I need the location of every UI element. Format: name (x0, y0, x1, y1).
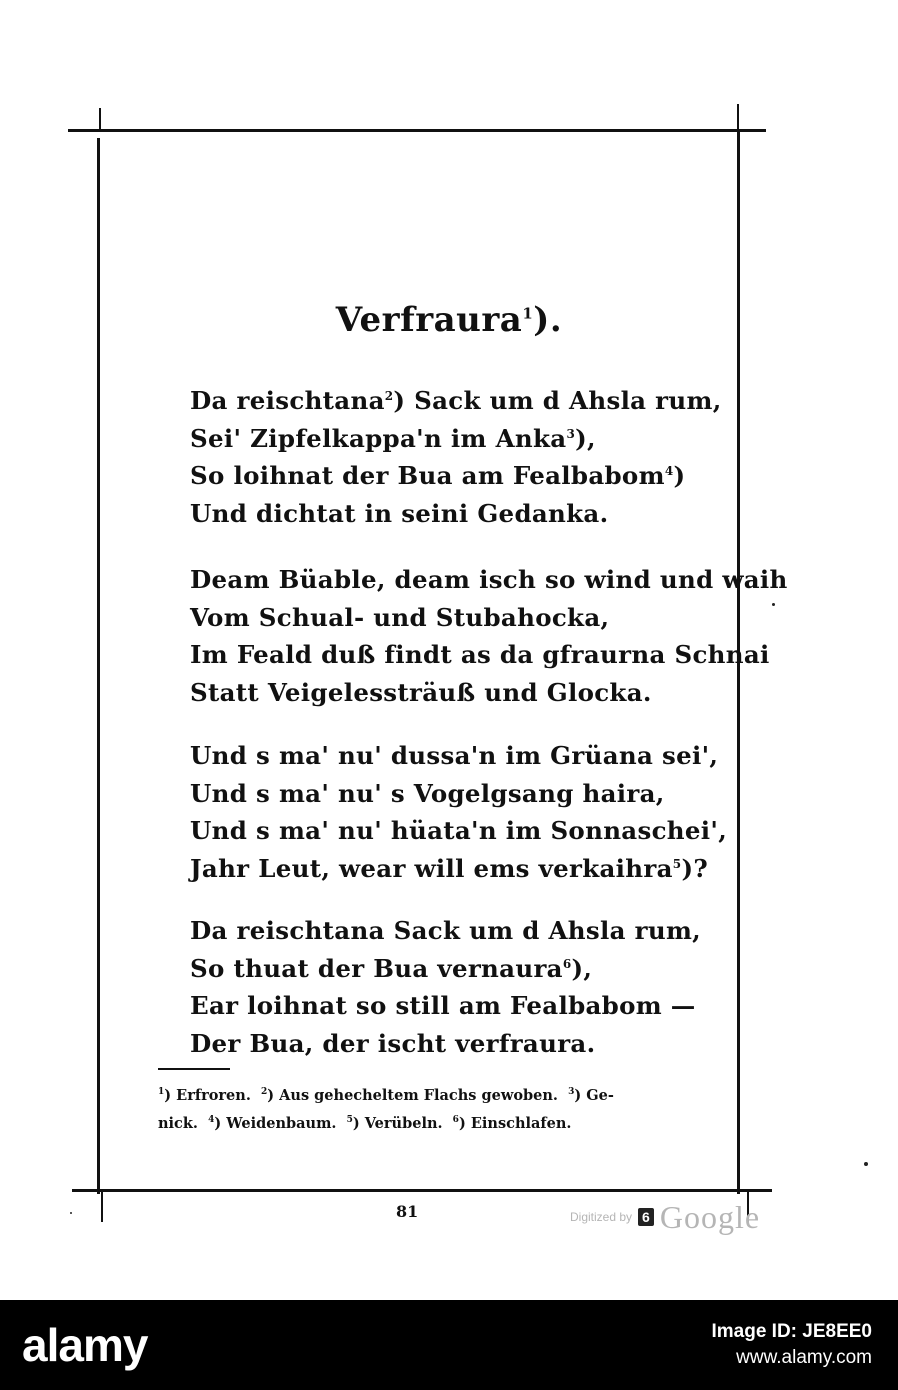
verse-line: Jahr Leut, wear will ems verkaihra$^5$)? (190, 853, 708, 883)
footnotes (158, 1080, 638, 1136)
verse-line: Da reischtana$^2$) Sack um d Ahsla rum, (190, 386, 722, 416)
page-number: 81 (396, 1202, 419, 1221)
digitized-label: Digitized by (570, 1210, 633, 1224)
verse-line: Und s ma' nu' hüata'n im Sonnaschei', (190, 816, 728, 846)
digitized-badge: 6 (638, 1208, 654, 1226)
stanza-1 (190, 378, 722, 528)
footnote-line-1: $^1$) Erfroren. $^2$) Aus gehecheltem Flachs gewoben. $^3$) Ge- (158, 1086, 614, 1104)
google-logo: Google (659, 1198, 761, 1235)
scan-speck (70, 1212, 72, 1214)
verse-line: Und s ma' nu' s Vogelgsang haira, (190, 778, 665, 808)
poem-title: Verfraura$^1$). (335, 300, 563, 340)
top-rule (68, 129, 766, 132)
verse-line: Und s ma' nu' dussa'n im Grüana sei', (190, 741, 719, 771)
stanza-4 (190, 908, 701, 1058)
verse-line: Da reischtana Sack um d Ahsla rum, (190, 916, 702, 946)
stock-footer (0, 1300, 898, 1390)
image-id: Image ID: JE8EE0 (711, 1321, 872, 1342)
left-tick-bottom (101, 1192, 103, 1222)
verse-line: So loihnat der Bua am Fealbabom$^4$) (190, 461, 686, 491)
verse-line: Ear loihnat so still am Fealbabom — (190, 991, 696, 1021)
stock-url[interactable]: www.alamy.com (736, 1347, 872, 1368)
stock-info (711, 1321, 872, 1369)
footnote-line-2: nick. $^4$) Weidenbaum. $^5$) Verübeln. $^6$) Einschlafen. (158, 1114, 572, 1132)
verse-line: Sei' Zipfelkappa'n im Anka$^3$), (190, 423, 596, 453)
alamy-logo: alamy (22, 1319, 148, 1371)
right-tick-top (737, 104, 739, 130)
left-tick-top (99, 108, 101, 130)
verse-line: Im Feald duß findt as da gfraurna Schnai (190, 640, 770, 670)
bottom-rule (72, 1189, 772, 1192)
stanza-3 (190, 733, 727, 883)
verse-line: Der Bua, der ischt verfraura. (190, 1028, 596, 1058)
scan-speck (864, 1162, 868, 1166)
verse-line: Statt Veigelessträuß und Glocka. (190, 677, 652, 707)
stanza-2 (190, 557, 788, 707)
verse-line: So thuat der Bua vernaura$^6$), (190, 953, 593, 983)
verse-line: Und dichtat in seini Gedanka. (190, 498, 609, 528)
scan-speck (772, 603, 775, 606)
footnote-separator (158, 1068, 230, 1070)
digitized-watermark (570, 1200, 760, 1234)
left-rule (97, 138, 100, 1194)
verse-line: Deam Büable, deam isch so wind und waih (190, 565, 788, 595)
verse-line: Vom Schual- und Stubahocka, (190, 602, 610, 632)
